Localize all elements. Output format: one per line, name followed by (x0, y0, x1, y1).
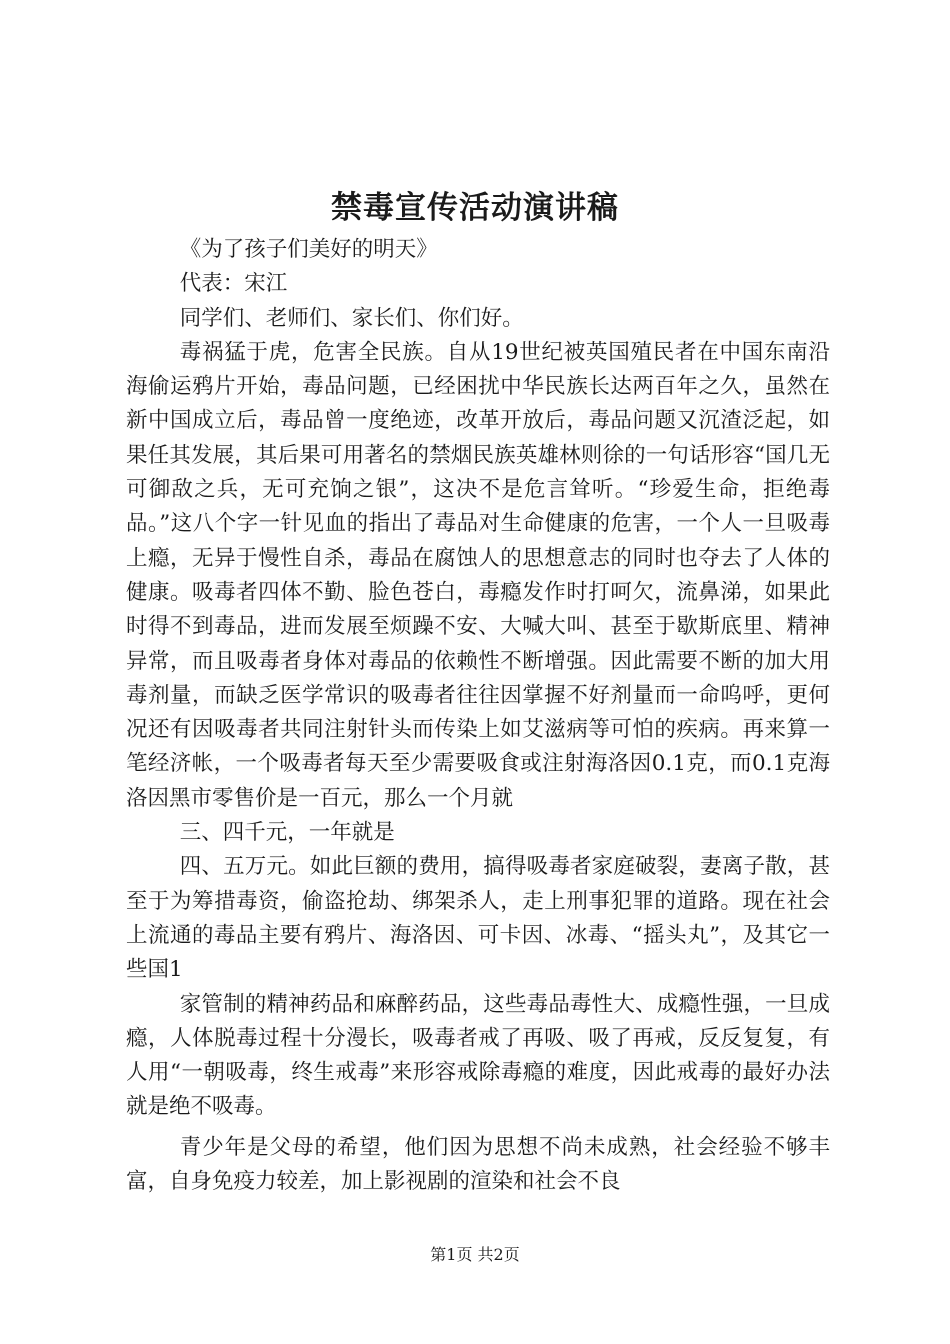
body-paragraph: 家管制的精神药品和麻醉药品，这些毒品毒性大、成瘾性强，一旦成瘾，人体脱毒过程十分漫长，吸毒者戒了再吸、吸了再戒，反反复复，有人用“一朝吸毒，终生戒毒”来形容戒除毒瘾的难度，因此戒毒的最好办法就是绝不吸毒。 (126, 991, 830, 1120)
body-paragraph: 毒祸猛于虎，危害全民族。自从19世纪被英国殖民者在中国东南沿海偷运鸦片开始，毒品问题，已经困扰中华民族长达两百年之久，虽然在新中国成立后，毒品曾一度绝迹，改革开放后，毒品问题又沉渣泛起，如果任其发展，其后果可用著名的禁烟民族英雄林则徐的一句话形容“国几无可御敌之兵，无可充饷之银”，这决不是危言耸听。“珍爱生命，拒绝毒品。”这八个字一针见血的指出了毒品对生命健康的危害，一个人一旦吸毒上瘾，无异于慢性自杀，毒品在腐蚀人的思想意志的同时也夺去了人体的健康。吸毒者四体不勤、脸色苍白，毒瘾发作时打呵欠，流鼻涕，如果此时得不到毒品，进而发展至烦躁不安、大喊大叫、甚至于歇斯底里、精神异常，而且吸毒者身体对毒品的依赖性不断增强。因此需要不断的加大用毒剂量，而缺乏医学常识的吸毒者往往因掌握不好剂量而一命呜呼，更何况还有因吸毒者共同注射针头而传染上如艾滋病等可怕的疾病。再来算一笔经济帐，一个吸毒者每天至少需要吸食或注射海洛因0.1克，而0.1克海洛因黑市零售价是一百元，那么一个月就 (126, 339, 830, 811)
body-paragraph: 四、五万元。如此巨额的费用，搞得吸毒者家庭破裂，妻离子散，甚至于为筹措毒资，偷盗抢劫、绑架杀人，走上刑事犯罪的道路。现在社会上流通的毒品主要有鸦片、海洛因、可卡因、冰毒、“摇头丸”，及其它一些国1 (126, 854, 830, 983)
body-paragraph: 三、四千元，一年就是 (179, 820, 395, 846)
body-paragraph: 青少年是父母的希望，他们因为思想不尚未成熟，社会经验不够丰富，自身免疫力较差，加上影视剧的渲染和社会不良 (126, 1134, 830, 1195)
page-footer: 第1页 共2页 (430, 1245, 520, 1264)
document-body (126, 233, 830, 1199)
document-title: 禁毒宣传活动演讲稿 (331, 190, 619, 226)
speaker-line: 代表：宋江 (179, 271, 288, 297)
speech-subtitle: 《为了孩子们美好的明天》 (179, 237, 438, 262)
greeting-paragraph: 同学们、老师们、家长们、你们好。 (179, 305, 524, 331)
